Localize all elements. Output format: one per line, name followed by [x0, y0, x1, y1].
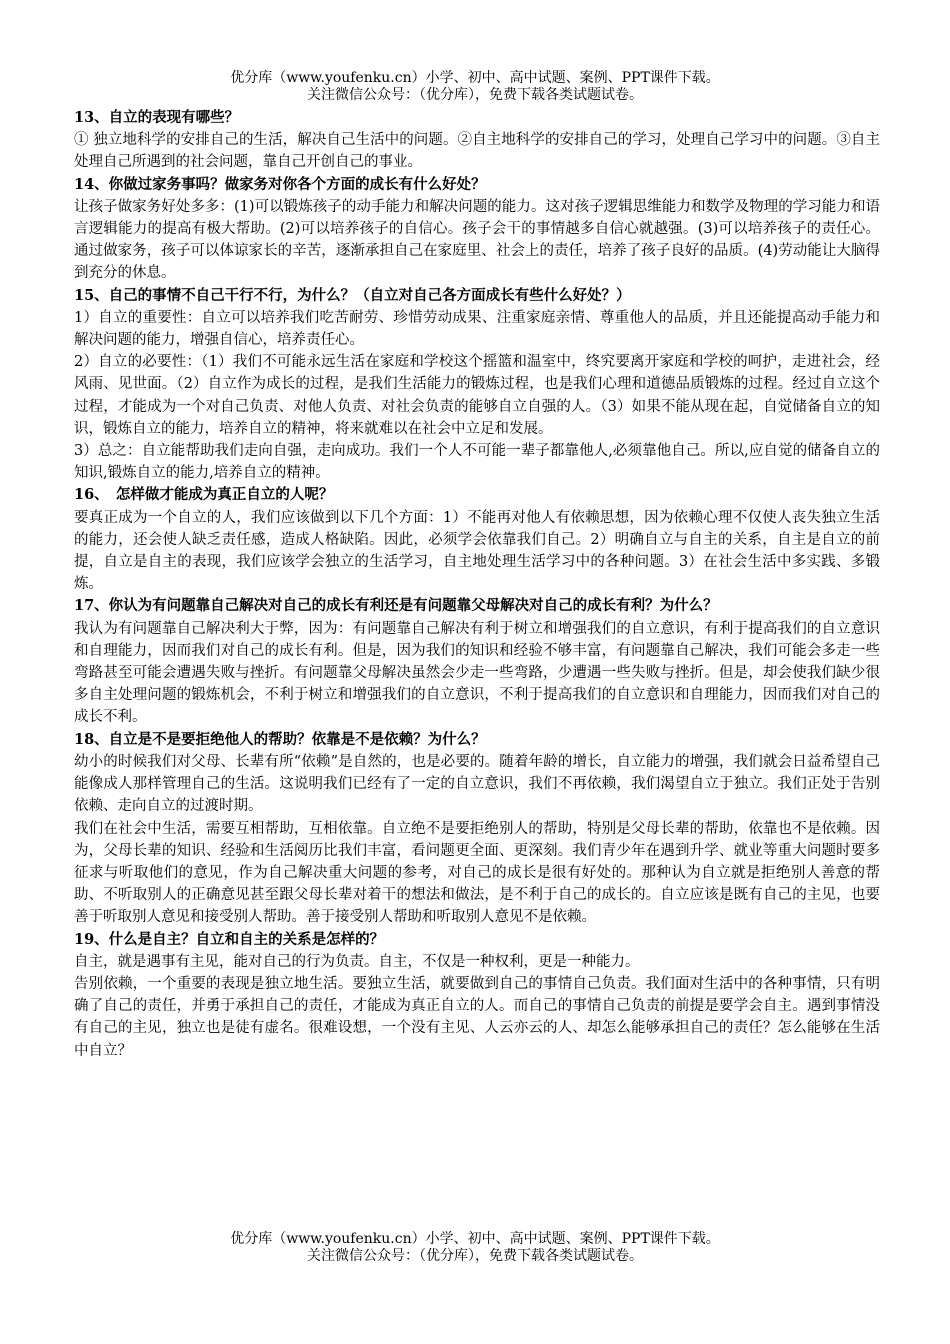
- footer-line-1: 优分库（www.youfenku.cn）小学、初中、高中试题、案例、PPT课件下载。: [230, 1231, 720, 1247]
- question-18-answer-1: 幼小的时候我们对父母、长辈有所“依赖”是自然的，也是必要的。随着年龄的增长，自立能力的增强，我们就会日益希望自己能像成人那样管理自己的生活。这说明我们已经有了一定的自立意识，我们不再依赖，我们渴望自立于独立。我们正处于告别依赖、走向自立的过渡时期。: [74, 753, 880, 815]
- question-15-answer-1: 1）自立的重要性：自立可以培养我们吃苦耐劳、珍惜劳动成果、注重家庭亲情、尊重他人的品质，并且还能提高动手能力和解决问题的能力，增强自信心，培养责任心。: [74, 309, 880, 349]
- question-18-answer-2: 我们在社会中生活，需要互相帮助，互相依靠。自立绝不是要拒绝别人的帮助，特别是父母长辈的帮助，依靠也不是依赖。因为，父母长辈的知识、经验和生活阅历比我们丰富，看问题更全面、更深刻。我们青少年在遇到升学、就业等重大问题时要多征求与听取他们的意见，作为自己解决重大问题的参考，对自己的成长是很有好处的。那种认为自立就是拒绝别人善意的帮助、不听取别人的正确意见甚至跟父母长辈对着干的想法和做法，是不利于自己的成长的。自立应该是既有自己的主见，也要善于听取别人意见和接受别人帮助。善于接受别人帮助和听取别人意见不是依赖。: [74, 820, 880, 926]
- question-16-title: 16、 怎样做才能成为真正自立的人呢？: [74, 486, 334, 504]
- question-19-answer-2: 告别依赖，一个重要的表现是独立地生活。要独立生活，就要做到自己的事情自己负责。我们面对生活中的各种事情，只有明确了自己的责任，并勇于承担自己的责任，才能成为真正自立的人。而自己的事情自己负责的前提是要学会自主。遇到事情没有自己的主见，独立也是徒有虚名。很难设想，一个没有主见、人云亦云的人、却怎么能够承担自己的责任？怎么能够在生活中自立？: [74, 975, 880, 1059]
- question-17-answer: 我认为有问题靠自己解决利大于弊，因为：有问题靠自己解决有利于树立和增强我们的自立意识，有利于提高我们的自立意识和自理能力，因而我们对自己的成长有利。但是，因为我们的知识和经验不够丰富，有问题靠自己解决，我们可能会多走一些弯路甚至可能会遭遇失败与挫折。有问题靠父母解决虽然会少走一些弯路，少遭遇一些失败与挫折。但是，却会使我们缺少很多自主处理问题的锻炼机会，不利于树立和增强我们的自立意识，不利于提高我们的自立意识和自理能力，因而我们对自己的成长不利。: [74, 620, 880, 726]
- question-15-answer-2: 2）自立的必要性：（1）我们不可能永远生活在家庭和学校这个摇篮和温室中，终究要离开家庭和学校的呵护，走进社会，经风雨、见世面。（2）自立作为成长的过程，是我们生活能力的锻炼过程，也是我们心理和道德品质锻炼的过程。经过自立这个过程，才能成为一个对自己负责、对他人负责、对社会负责的能够自立自强的人。（3）如果不能从现在起，自觉储备自立的知识，锻炼自立的能力，培养自立的精神，将来就难以在社会中立足和发展。: [74, 354, 880, 437]
- question-19-title: 19、什么是自主？自立和自主的关系是怎样的？: [74, 930, 385, 948]
- question-14-title: 14、你做过家务事吗？做家务对你各个方面的成长有什么好处？: [74, 175, 486, 193]
- question-16-answer: 要真正成为一个自立的人，我们应该做到以下几个方面：1）不能再对他人有依赖思想，因为依赖心理不仅使人丧失独立生活的能力，还会使人缺乏责任感，造成人格缺陷。因此，必须学会依靠我们自己。2）明确自立与自主的关系，自主是自立的前提，自立是自主的表现，我们应该学会独立的生活学习，自主地处理生活学习中的各种问题。3）在社会生活中多实践、多锻炼。: [74, 509, 880, 593]
- header-line-2: 关注微信公众号：（优分库），免费下载各类试题试卷。: [307, 87, 643, 103]
- page-footer: [0, 1231, 950, 1265]
- page-header: [0, 70, 950, 104]
- document-body: [74, 107, 880, 1062]
- question-14-answer: 让孩子做家务好处多多：(1)可以锻炼孩子的动手能力和解决问题的能力。这对孩子逻辑思维能力和数学及物理的学习能力和语言逻辑能力的提高有极大帮助。(2)可以培养孩子的自信心。孩子会干的事情越多自信心就越强。(3)可以培养孩子的责任心。通过做家务，孩子可以体谅家长的辛苦，逐渐承担自己在家庭里、社会上的责任，培养了孩子良好的品质。(4)劳动能让大脑得到充分的休息。: [74, 198, 880, 282]
- question-17-title: 17、你认为有问题靠自己解决对自己的成长有利还是有问题靠父母解决对自己的成长有利？为什么？: [74, 597, 718, 615]
- question-13-title: 13、自立的表现有哪些？: [74, 109, 240, 126]
- question-15-title: 15、自己的事情不自己干行不行，为什么？（自立对自己各方面成长有些什么好处？）: [74, 286, 631, 304]
- header-line-1: 优分库（www.youfenku.cn）小学、初中、高中试题、案例、PPT课件下载。: [230, 70, 720, 86]
- question-19-answer-1: 自主，就是遇事有主见，能对自己的行为负责。自主，不仅是一种权利，更是一种能力。: [74, 953, 640, 970]
- question-15-answer-3: 3）总之：自立能帮助我们走向自强，走向成功。我们一个人不可能一辈子都靠他人,必须靠他自己。所以,应自觉的储备自立的知识,锻炼自立的能力,培养自立的精神。: [74, 443, 880, 482]
- question-18-title: 18、自立是不是要拒绝他人的帮助？依靠是不是依赖？为什么？: [74, 730, 486, 748]
- question-13-answer: ① 独立地科学的安排自己的生活，解决自己生活中的问题。②自主地科学的安排自己的学习，处理自己学习中的问题。③自主处理自己所遇到的社会问题，靠自己开创自己的事业。: [74, 132, 880, 171]
- footer-line-2: 关注微信公众号：（优分库），免费下载各类试题试卷。: [307, 1248, 643, 1264]
